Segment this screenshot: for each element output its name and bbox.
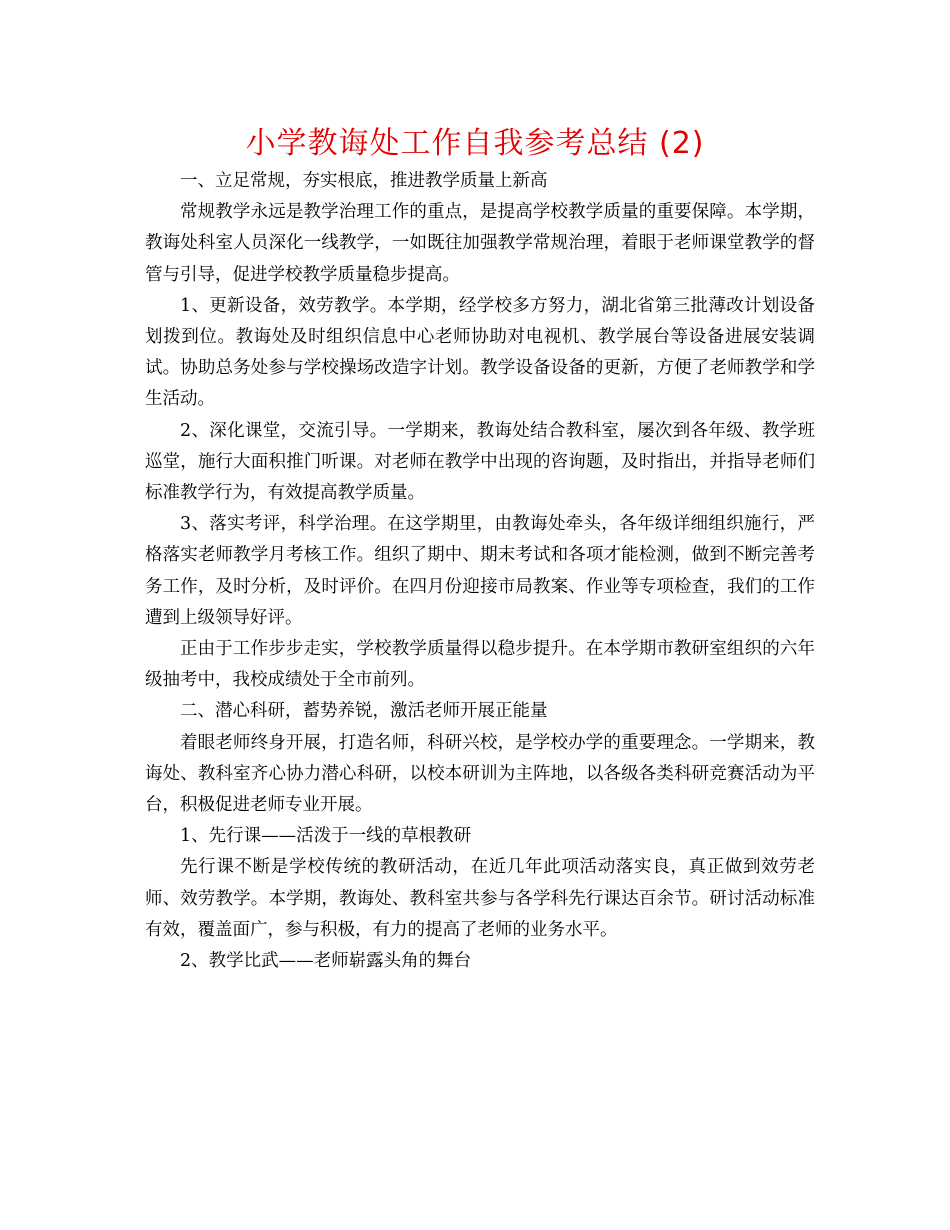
paragraph: 常规教学永远是教学治理工作的重点，是提高学校教学质量的重要保障。本学期，教诲处科室人员深化一线教学，一如既往加强教学常规治理，着眼于老师课堂教学的督管与引导，促进学校教学质量稳步提高。 [145, 202, 815, 285]
paragraph: 2、深化课堂，交流引导。一学期来，教诲处结合教科室，屡次到各年级、教学班巡堂，施行大面积推门听课。对老师在教学中出现的咨询题，及时指出，并指导老师们标准教学行为，有效提高教学质量。 [145, 420, 815, 504]
paragraph: 2、教学比武——老师崭露头角的舞台 [180, 951, 472, 972]
paragraph: 一、立足常规，夯实根底，推进教学质量上新高 [180, 171, 548, 191]
paragraph: 1、先行课——活泼于一线的草根教研 [180, 826, 472, 847]
paragraph: 1、更新设备，效劳教学。本学期，经学校多方努力，湖北省第三批薄改计划设备划拨到位。教诲处及时组织信息中心老师协助对电视机、教学展台等设备进展安装调试。协助总务处参与学校操场改造字计划。教学设备设备的更新，方便了老师教学和学生活动。 [145, 295, 815, 410]
paragraph: 二、潜心科研，蓄势养锐，激活老师开展正能量 [180, 701, 548, 722]
paragraph: 3、落实考评，科学治理。在这学期里，由教诲处牵头，各年级详细组织施行，严格落实老师教学月考核工作。组织了期中、期末考试和各项才能检测，做到不断完善考务工作，及时分析，及时评价。在四月份迎接市局教案、作业等专项检查，我们的工作遭到上级领导好评。 [145, 514, 815, 628]
paragraph: 着眼老师终身开展，打造名师，科研兴校，是学校办学的重要理念。一学期来，教诲处、教科室齐心协力潜心科研，以校本研训为主阵地，以各级各类科研竞赛活动为平台，积极促进老师专业开展。 [145, 732, 815, 816]
paragraph: 先行课不断是学校传统的教研活动，在近几年此项活动落实良，真正做到效劳老师、效劳教学。本学期，教诲处、教科室共参与各学科先行课达百余节。研讨活动标准有效，覆盖面广，参与积极，有力的提高了老师的业务水平。 [145, 857, 815, 940]
document-body [145, 166, 815, 977]
document-title: 小学教诲处工作自我参考总结 (2) [245, 126, 705, 161]
paragraph: 正由于工作步步走实，学校教学质量得以稳步提升。在本学期市教研室组织的六年级抽考中，我校成绩处于全市前列。 [145, 639, 815, 691]
